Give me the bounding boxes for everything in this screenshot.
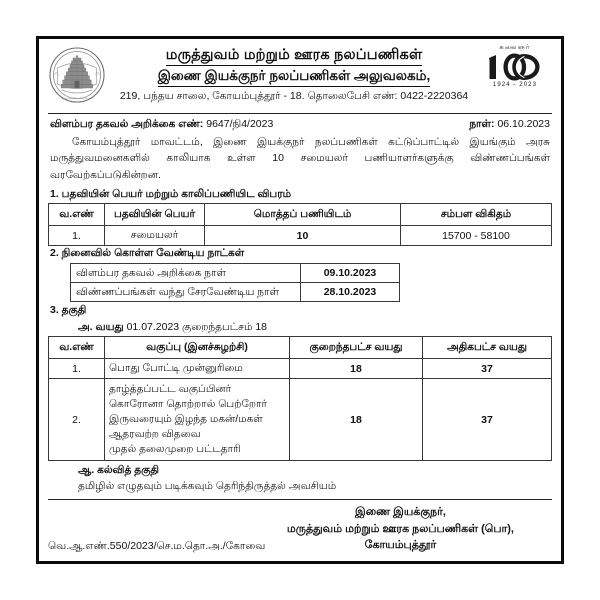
category-line: முதல் தலைமுறை பட்டதாரி: [109, 442, 241, 455]
cell-post-name: சமையலர்: [105, 226, 205, 246]
cell-category: [105, 379, 290, 461]
cell-sno: 2.: [49, 379, 105, 461]
table-row: [49, 226, 552, 246]
letterhead: [48, 44, 552, 112]
vacancy-details-table: [48, 203, 552, 246]
category-line: ஆதரவற்ற விதவை: [109, 428, 201, 441]
footer: [48, 504, 552, 554]
table-header-row: [49, 204, 552, 226]
centenary-100-logo-icon: [478, 44, 552, 88]
table-row: [71, 283, 400, 302]
cell-min-age: 18: [290, 379, 423, 461]
cell-pay-scale: 15700 - 58100: [401, 226, 552, 246]
column-header-max-age: அதிகபட்ச வயது: [423, 337, 552, 359]
centenary-logo-years: 1924 - 2023: [492, 81, 538, 88]
table-row: [49, 359, 552, 379]
date-label: நாள்:: [469, 118, 495, 130]
age-limit-table: [48, 336, 552, 461]
office-title-line2: இணை இயக்குநர் நலப்பணிகள் அலுவலகம்,: [158, 68, 430, 87]
cell-total-posts: 10: [205, 226, 401, 246]
office-address: 219, பந்தய சாலை, கோயம்புத்தூர் - 18. தொலைபேசி எண்: 0422-2220364: [119, 90, 469, 102]
cell-category: பொது போட்டி முன்னுரிமை: [105, 359, 290, 379]
column-header-category: வகுப்பு (இனச்சுழற்சி): [105, 337, 290, 359]
cell-sno: 1.: [49, 226, 105, 246]
education-criteria-subheading: ஆ. கல்வித் தகுதி: [78, 463, 159, 476]
centenary-logo-top-text: கலைஞர்: [499, 44, 531, 51]
centenary-logo-numeral: [478, 53, 552, 81]
reference-value: 9647/நி4/2023: [206, 118, 274, 130]
cell-last-date-label: விண்ணப்பங்கள் வந்து சேரவேண்டிய நாள்: [71, 283, 301, 302]
column-header-pay-scale: சம்பள விகிதம்: [401, 204, 552, 226]
section1-heading: 1. பதவியின் பெயர் மற்றும் காலிப்பணியிட விபரம்: [50, 187, 292, 200]
intro-paragraph: கோயம்புத்தூர் மாவட்டம், இணை இயக்குநர் நலப்பணிகள் கட்டுப்பாட்டில் இயங்கும் அரசு மருத்துவமனைகளில் காலியாக உள்ள 10 சமையலர் பணியாளர்களுக்கு விண்ணப்பங்கள் வரவேற்கப்படுகின்றன.: [50, 136, 550, 181]
column-header-total-posts: மொத்தப் பணியிடம்: [205, 204, 401, 226]
category-line: தாழ்த்தப்பட்ட வகுப்பினர்: [109, 383, 232, 396]
reference-date-row: [48, 118, 552, 131]
header-divider: [48, 113, 552, 114]
tamil-nadu-state-emblem-icon: [48, 44, 110, 104]
signatory-designation: இணை இயக்குநர்,: [355, 506, 446, 519]
date-value: 06.10.2023: [497, 118, 550, 130]
age-criteria-subheading: [78, 321, 552, 335]
table-row: [71, 264, 400, 283]
cell-notification-date-label: விளம்பர தகவல் அறிக்கை நாள்: [71, 264, 301, 283]
cell-sno: 1.: [49, 359, 105, 379]
document-date: [469, 118, 550, 131]
education-criteria-text: தமிழில் எழுதவும் படிக்கவும் தெரிந்திருத்தல் அவசியம்: [78, 479, 337, 492]
svg-text:வாய்மையே வெல்லும்: வாய்மையே வெல்லும்: [61, 96, 93, 100]
cell-notification-date-value: 09.10.2023: [301, 264, 400, 283]
cell-last-date-value: 28.10.2023: [301, 283, 400, 302]
signatory-department: மருத்துவம் மற்றும் ஊரக நலப்பணிகள் (பொ),: [286, 522, 514, 535]
signatory-block: [287, 504, 552, 554]
category-line: கொரோனா தொற்றால் பெற்றோர்: [109, 398, 267, 411]
important-dates-table: [70, 263, 400, 302]
signatory-location: கோயம்புத்தூர்: [364, 539, 437, 552]
age-criteria-text: 01.07.2023 குறைந்தபட்சம் 18: [126, 320, 268, 333]
column-header-sno: வ.எண்: [49, 337, 105, 359]
file-reference-number: வெ.ஆ.எண்.550/2023/செ.ம.தொ.அ./கோவை: [48, 539, 266, 552]
column-header-post-name: பதவியின் பெயர்: [105, 204, 205, 226]
section3-heading: 3. தகுதி: [50, 304, 87, 317]
office-title-line1: மருத்துவம் மற்றும் ஊரக நலப்பணிகள்: [166, 46, 423, 66]
cell-min-age: 18: [290, 359, 423, 379]
reference-label: விளம்பர தகவல் அறிக்கை எண்:: [50, 118, 204, 130]
footer-divider: [48, 499, 552, 500]
column-header-min-age: குறைந்தபட்ச வயது: [290, 337, 423, 359]
cell-max-age: 37: [423, 379, 552, 461]
letterhead-text: [110, 44, 478, 103]
table-row: [49, 379, 552, 461]
section2-heading: 2. நினைவில் கொள்ள வேண்டிய நாட்கள்: [50, 247, 245, 260]
document-border: [36, 36, 564, 564]
cell-max-age: 37: [423, 359, 552, 379]
column-header-sno: வ.எண்: [49, 204, 105, 226]
document-body: [39, 39, 561, 561]
table-header-row: [49, 337, 552, 359]
reference-number: [50, 118, 273, 131]
category-line: இருவரையும் இழந்த மகன்/மகள்: [109, 413, 263, 426]
age-criteria-label: அ. வயது: [78, 320, 124, 333]
